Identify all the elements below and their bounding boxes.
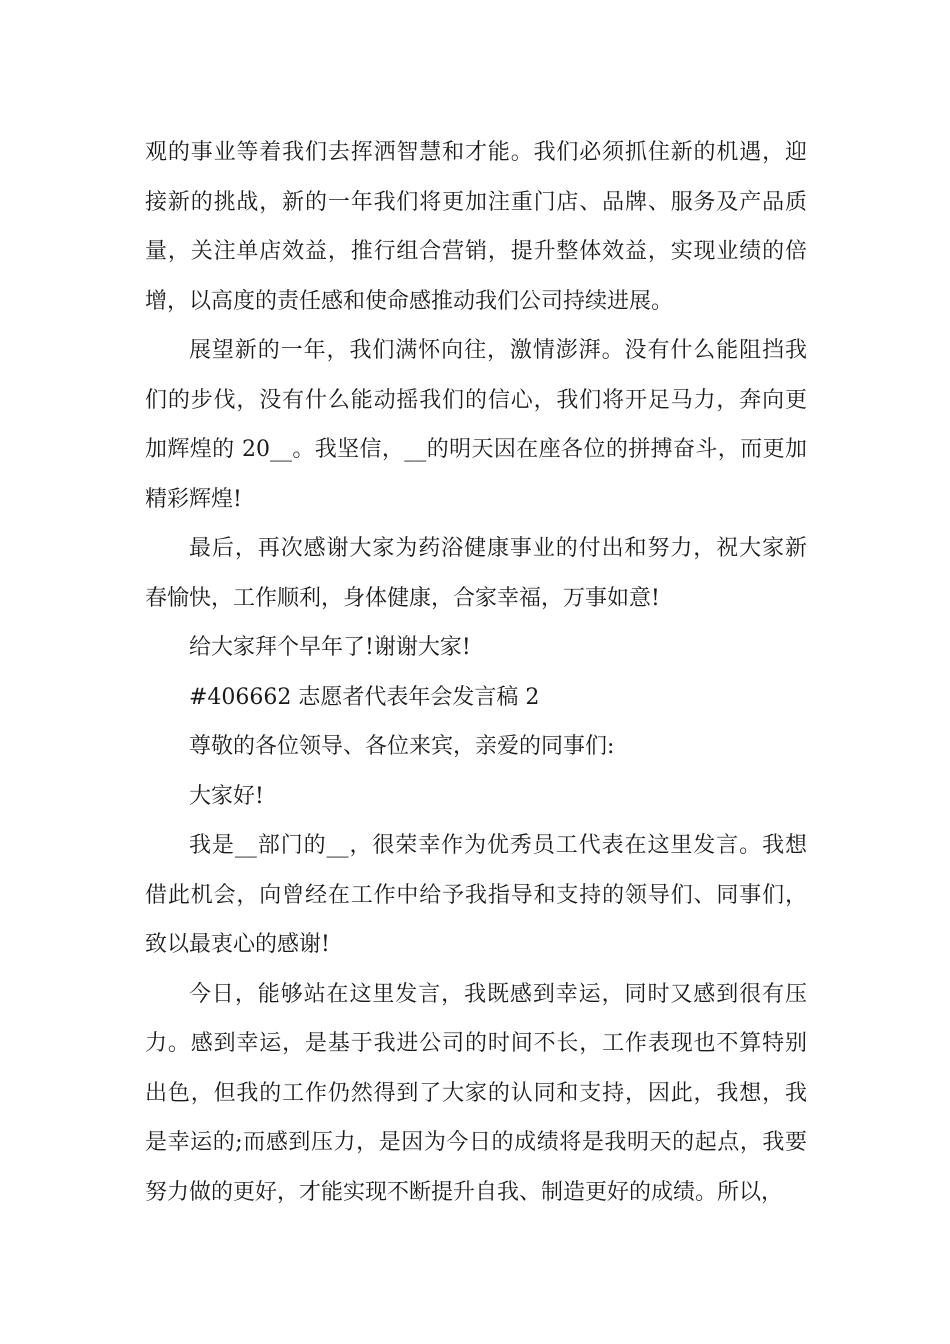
text-line: 力。感到幸运，是基于我进公司的时间不长，工作表现也不算特别: [145, 1031, 807, 1056]
text-line: #406662 志愿者代表年会发言稿 2: [189, 684, 540, 710]
paragraph: [145, 821, 807, 970]
text-line: 接新的挑战，新的一年我们将更加注重门店、品牌、服务及产品质: [145, 189, 807, 215]
text-line: 是幸运的;而感到压力，是因为今日的成绩将是我明天的起点，我要: [145, 1130, 807, 1155]
paragraph: [145, 326, 807, 524]
text-line: 我是__部门的__，很荣幸作为优秀员工代表在这里发言。我想: [189, 833, 807, 858]
text-line: 们的步伐，没有什么能动摇我们的信心，我们将开足马力，奔向更: [145, 387, 807, 413]
paragraph: [145, 970, 807, 1218]
text-line: 努力做的更好，才能实现不断提升自我、制造更好的成绩。所以，: [145, 1179, 784, 1205]
text-line: 今日，能够站在这里发言，我既感到幸运，同时又感到很有压: [189, 981, 807, 1007]
paragraph: [145, 772, 807, 822]
text-line: 给大家拜个早年了!谢谢大家!: [189, 635, 471, 660]
paragraph: [145, 524, 807, 623]
text-line: 春愉快，工作顺利，身体健康，合家幸福，万事如意!: [145, 585, 660, 611]
document-body: [145, 128, 807, 1217]
paragraph: [145, 128, 807, 326]
paragraph: [145, 722, 807, 772]
text-line: 观的事业等着我们去挥洒智慧和才能。我们必须抓住新的机遇，迎: [145, 140, 807, 165]
text-line: 出色，但我的工作仍然得到了大家的认同和支持，因此，我想，我: [145, 1080, 807, 1106]
text-line: 展望新的一年，我们满怀向往，激情澎湃。没有什么能阻挡我: [189, 338, 807, 363]
text-line: 增，以高度的责任感和使命感推动我们公司持续进展。: [145, 288, 674, 314]
text-line: 量，关注单店效益，推行组合营销，提升整体效益，实现业绩的倍: [145, 239, 807, 264]
text-line: 大家好!: [189, 783, 264, 809]
text-line: 致以最衷心的感谢!: [145, 932, 330, 957]
paragraph: [145, 673, 807, 723]
text-line: 最后，再次感谢大家为药浴健康事业的付出和努力，祝大家新: [189, 536, 807, 561]
text-line: 借此机会，向曾经在工作中给予我指导和支持的领导们、同事们，: [145, 882, 807, 908]
text-line: 加辉煌的 20__。我坚信，__的明天因在座各位的拼搏奋斗，而更加: [145, 437, 807, 462]
paragraph: [145, 623, 807, 673]
text-line: 尊敬的各位领导、各位来宾，亲爱的同事们:: [189, 734, 615, 759]
text-line: 精彩辉煌!: [145, 486, 242, 512]
